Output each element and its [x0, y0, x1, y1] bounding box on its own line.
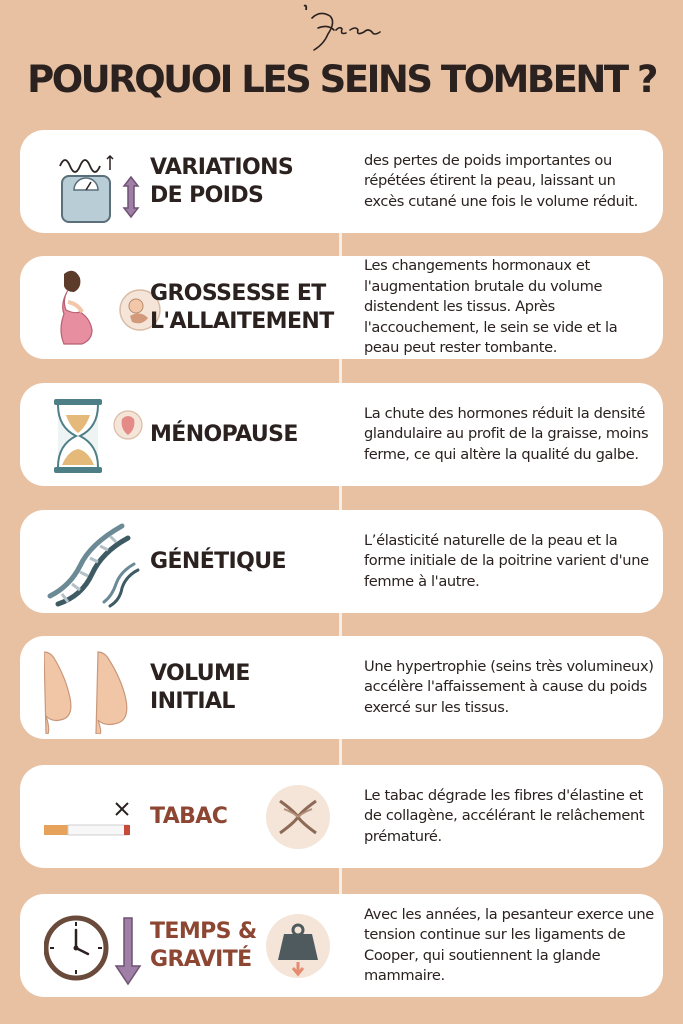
card-temps-gravite	[20, 894, 663, 997]
item-label: TABAC	[150, 803, 228, 829]
weight-icon	[260, 908, 336, 984]
item-description: Les changements hormonaux et l'augmentation brutale du volume distendent les tissus. Après l'accouchement, le sein se vide et la peau peut rester tombante.	[364, 257, 618, 357]
item-description: Une hypertrophie (seins très volumineux) accélère l'affaissement à cause du poids exercé sur les tissus.	[364, 657, 654, 716]
item-description: des pertes de poids importantes ou répétées étirent la peau, laissant un excès cutané une fois le volume réduit.	[364, 151, 638, 210]
page-title: POURQUOI LES SEINS TOMBENT ?	[27, 58, 656, 101]
item-description: Avec les années, la pesanteur exerce une tension continue sur les ligaments de Cooper, qui soutiennent la glande mammaire.	[364, 905, 654, 984]
pregnant-woman-icon	[44, 262, 166, 354]
dna-icon	[44, 516, 166, 608]
card-variations-de-poids	[20, 130, 663, 233]
bathroom-scale-icon	[44, 136, 166, 228]
item-label: VARIATIONS DE POIDS	[150, 154, 294, 208]
item-label: TEMPS & GRAVITÉ	[150, 918, 257, 972]
clock-icon	[44, 900, 166, 992]
card-volume-initial	[20, 636, 663, 739]
item-label: VOLUME INITIAL	[150, 660, 250, 714]
signature-logo-icon	[0, 0, 683, 60]
damaged-fibers-icon	[260, 779, 336, 855]
card-tabac	[20, 765, 663, 868]
item-description: La chute des hormones réduit la densité glandulaire au profit de la graisse, moins ferme, ce qui altère la qualité du galbe.	[364, 404, 649, 463]
item-label: GÉNÉTIQUE	[150, 548, 286, 574]
breast-profile-icon	[44, 642, 166, 734]
card-menopause	[20, 383, 663, 486]
card-grossesse	[20, 256, 663, 359]
item-label: MÉNOPAUSE	[150, 421, 298, 447]
cigarette-icon	[44, 771, 166, 863]
item-description: L’élasticité naturelle de la peau et la forme initiale de la poitrine varient d'une femme à l'autre.	[364, 531, 649, 590]
item-label: GROSSESSE ET L'ALLAITEMENT	[150, 280, 334, 334]
hourglass-icon	[44, 389, 166, 481]
card-genetique	[20, 510, 663, 613]
item-description: Le tabac dégrade les fibres d'élastine et de collagène, accélérant le relâchement prématuré.	[364, 786, 645, 845]
